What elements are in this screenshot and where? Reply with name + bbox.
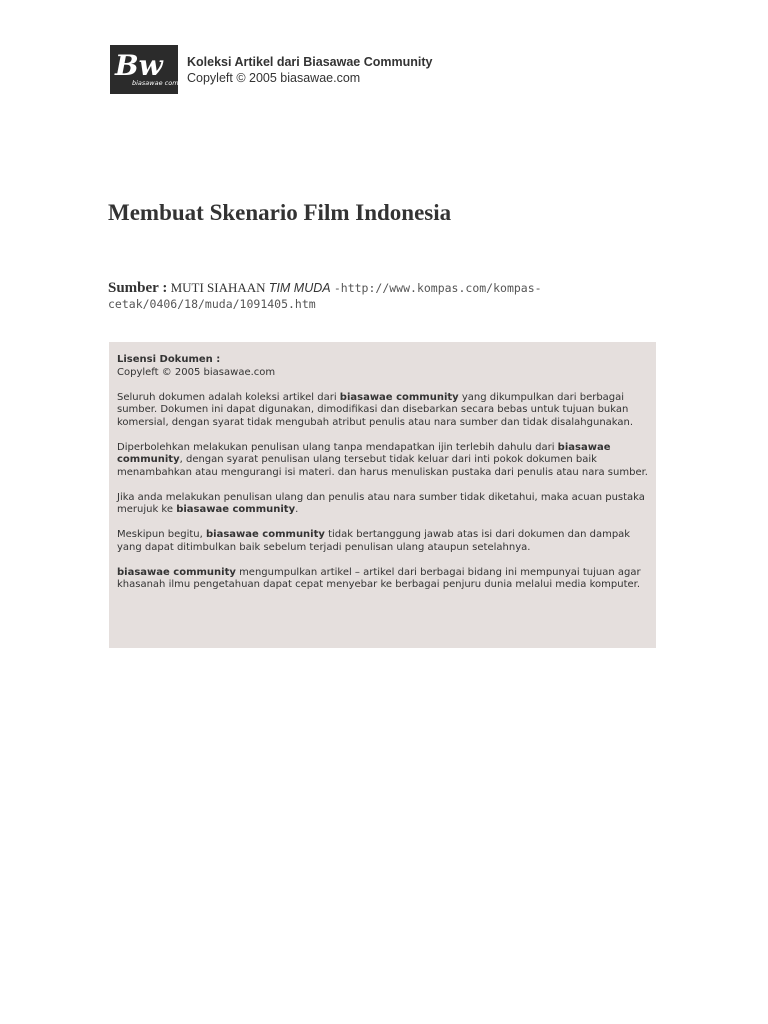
license-p2-text-a: Diperbolehkan melakukan penulisan ulang tanpa mendapatkan ijin terlebih dahulu dari — [117, 441, 558, 453]
license-header — [117, 354, 648, 379]
license-paragraph-1 — [117, 392, 648, 430]
source-author: MUTI SIAHAAN — [170, 280, 266, 295]
source-separator: - — [333, 281, 341, 295]
license-p3-text-b: . — [295, 504, 299, 515]
community-name: biasawae community — [117, 441, 611, 465]
source-org: TIM MUDA — [268, 281, 331, 295]
license-paragraph-4 — [117, 529, 648, 554]
community-name: biasawae community — [206, 529, 325, 540]
license-paragraph-2 — [117, 442, 648, 480]
header-copyleft: Copyleft © 2005 biasawae.com — [187, 71, 361, 85]
logo-mark — [110, 45, 202, 94]
license-box — [109, 342, 656, 648]
source-label: Sumber : — [108, 280, 168, 296]
page-title: Membuat Skenario Film Indonesia — [108, 200, 452, 225]
license-copyleft: Copyleft © 2005 biasawae.com — [117, 366, 276, 378]
license-p4-text-a: Meskipun begitu, — [117, 529, 207, 540]
community-name: biasawae community — [176, 504, 296, 515]
license-p1-text-b: yang dikumpulkan dari berbagai sumber. Dokumen ini dapat digunakan, dimodifikasi dan disebarkan secara bebas untuk tujuan bukan komersial, dengan syarat tidak mengubah atribut penulis atau nara sumber dan tidak disalahgunakan. — [117, 391, 634, 428]
license-title: Lisensi Dokumen : — [117, 354, 221, 365]
logo-initials: Bw — [115, 49, 163, 82]
license-p5-text-b: mengumpulkan artikel – artikel dari berbagai bidang ini mempunyai tujuan agar khasanah ilmu pengetahuan dapat cepat menyebar ke berbagai penjuru dunia melalui media komputer. — [117, 566, 641, 590]
collection-title: Koleksi Artikel dari Biasawae Community — [187, 55, 433, 69]
biasawae-logo — [110, 45, 202, 94]
document-header — [187, 54, 432, 86]
license-p2-text-b: , dengan syarat penulisan ulang tersebut tidak keluar dari inti pokok dokumen baik menambahkan atau mengurangi isi materi. dan harus menuliskan pustaka dari penulis atau nara sumber. — [117, 454, 648, 478]
community-name: biasawae community — [339, 391, 459, 403]
license-p4-text-b: tidak bertanggung jawab atas isi dari dokumen dan dampak yang dapat ditimbulkan baik sebelum terjadi penulisan ulang ataupun setelahnya. — [117, 529, 631, 553]
license-paragraph-5 — [117, 567, 648, 592]
license-p3-text-a: Jika anda melakukan penulisan ulang dan penulis atau nara sumber tidak diketahui, maka acuan pustaka merujuk ke — [117, 491, 645, 515]
community-name: biasawae community — [117, 566, 236, 578]
license-p1-text-a: Seluruh dokumen adalah koleksi artikel dari — [117, 391, 340, 403]
source-citation — [108, 280, 608, 312]
license-paragraph-3 — [117, 492, 648, 517]
logo-caption: biasawae community — [132, 79, 202, 87]
source-url-link[interactable]: http://www.kompas.com/kompas-cetak/0406/18/muda/1091405.htm — [108, 281, 542, 311]
